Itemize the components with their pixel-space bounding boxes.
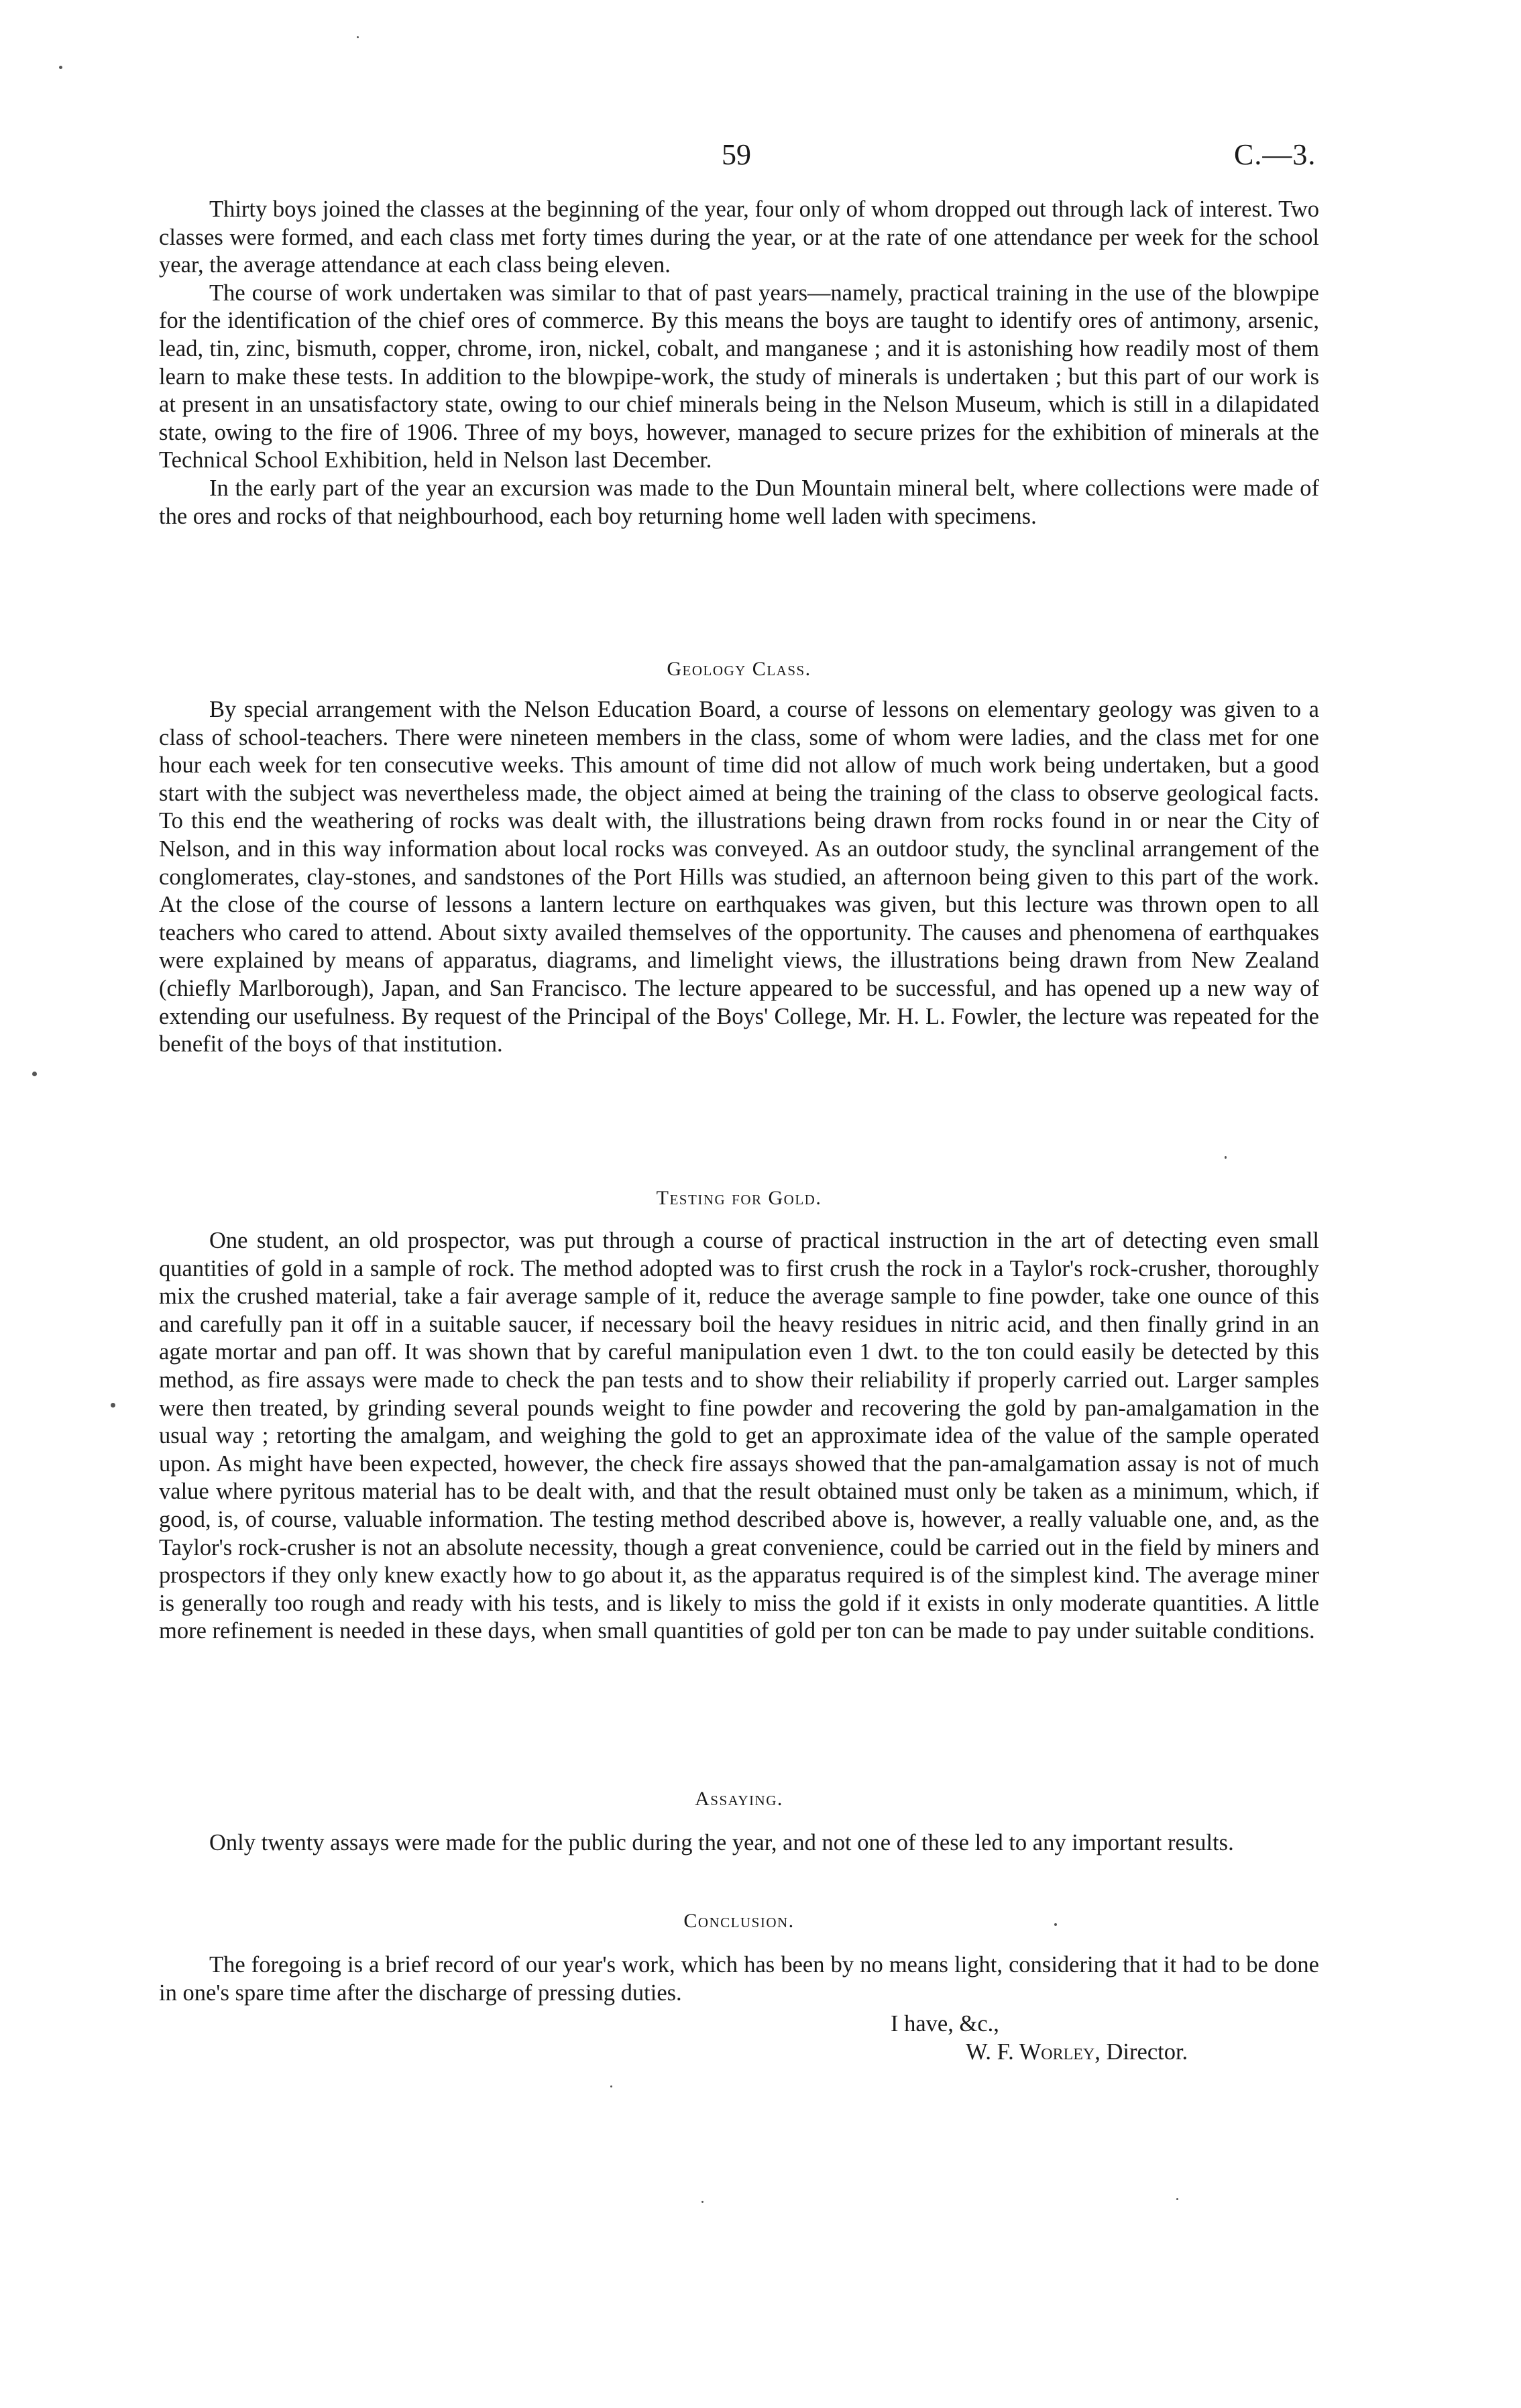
scan-speck [1176, 2198, 1178, 2200]
assaying-section [159, 1786, 1319, 1813]
scan-speck [32, 1072, 37, 1076]
intro-section [159, 196, 1319, 530]
assaying-body [159, 1829, 1319, 1857]
signature-title: Director. [1106, 2039, 1188, 2065]
intro-paragraph-2: The course of work undertaken was similar to that of past years—namely, practical training in the use of the blowpipe for the identification of the chief ores of commerce. By this means the boys are taught to identify ores of antimony, arsenic, lead, tin, zinc, bismuth, copper, chrome, iron, nickel, cobalt, and manganese ; and it is astonishing how readily most of them learn to make these tests. In addition to the blowpipe-work, the study of minerals is undertaken ; but this part of our work is at present in an unsatisfactory state, owing to our chief minerals being in the Nelson Museum, which is still in a dilapidated state, owing to the fire of 1906. Three of my boys, however, managed to secure prizes for the exhibition of minerals at the Technical School Exhibition, held in Nelson last December. [159, 280, 1319, 473]
geology-section [159, 656, 1319, 683]
scan-speck [1225, 1156, 1227, 1159]
geology-heading: Geology Class. [667, 658, 811, 680]
testing-paragraph: One student, an old prospector, was put through a course of practical instruction in the art of detecting even small quantities of gold in a sample of rock. The method adopted was to first crush the rock in a Taylor's rock-crusher, thoroughly mix the crushed material, take a fair average sample of it, reduce the average sample to fine powder, take one ounce of this and carefully pan it off in a suitable saucer, if necessary boil the heavy residues in nitric acid, and then finally grind in an agate mortar and pan off. It was shown that by careful manipulation even 1 dwt. to the ton could easily be detected by this method, as fire assays were made to check the pan tests and to show their reliability if properly carried out. Larger samples were then treated, by grinding several pounds weight to fine powder and recovering the gold by pan-amalgamation in the usual way ; retorting the amalgam, and weighing the gold to get an approximate idea of the value of the sample operated upon. As might have been expected, however, the check fire assays showed that the pan-amalgamation assay is not of much value where pyritous material has to be dealt with, and that the result obtained must only be taken as a minimum, which, if good, is, of course, valuable information. The testing method described above is, however, a really valuable one, and, as the Taylor's rock-crusher is not an absolute necessity, though a great convenience, could be carried out in the field by miners and prospectors if they only knew exactly how to go about it, as the apparatus required is of the simplest kind. The average miner is generally too rough and ready with his tests, and is likely to miss the gold if it exists in only moderate quantities. A little more refinement is needed in these days, when small quantities of gold per ton can be made to pay under suitable conditions. [159, 1228, 1319, 1644]
assaying-paragraph: Only twenty assays were made for the public during the year, and not one of these led to any important results. [209, 1830, 1234, 1855]
conclusion-paragraph: The foregoing is a brief record of our year's work, which has been by no means light, considering that it had to be done in one's spare time after the discharge of pressing duties. [159, 1952, 1319, 2006]
conclusion-section [159, 1908, 1319, 1935]
signature-name: W. F. Worley, [966, 2039, 1101, 2065]
document-reference: C.—3. [1234, 138, 1316, 171]
intro-paragraph-3: In the early part of the year an excursion was made to the Dun Mountain mineral belt, where collections were made of the ores and rocks of that neighbourhood, each boy returning home well laden with specimens. [159, 475, 1319, 529]
scan-speck [111, 1403, 115, 1408]
scan-speck [1054, 1923, 1057, 1926]
conclusion-heading: Conclusion. [683, 1910, 795, 1932]
signature-line [966, 2039, 1188, 2067]
testing-heading: Testing for Gold. [656, 1187, 822, 1209]
intro-paragraph-1: Thirty boys joined the classes at the beginning of the year, four only of whom dropped out through lack of interest. Two classes were formed, and each class met forty times during the year, or at the rate of one attendance per week for the school year, the average attendance at each class being eleven. [159, 196, 1319, 278]
geology-body [159, 696, 1319, 1059]
scan-speck [701, 2201, 703, 2203]
geology-paragraph: By special arrangement with the Nelson Education Board, a course of lessons on elementary geology was given to a class of school-teachers. There were nineteen members in the class, some of whom were ladies, and the class met for one hour each week for ten consecutive weeks. This amount of time did not allow of much work being undertaken, but a good start with the subject was nevertheless made, the object aimed at being the training of the class to observe geological facts. To this end the weathering of rocks was dealt with, the illustrations being drawn from rocks found in or near the City of Nelson, and in this way information about local rocks was conveyed. As an outdoor study, the synclinal arrangement of the conglomerates, clay-stones, and sandstones of the Port Hills was studied, an afternoon being given to this part of the work. At the close of the course of lessons a lantern lecture on earthquakes was given, but this lecture was thrown open to all teachers who cared to attend. About sixty availed themselves of the opportunity. The causes and phenomena of earthquakes were explained by means of apparatus, diagrams, and limelight views, the illustrations being drawn from New Zealand (chiefly Marlborough), Japan, and San Francisco. The lecture appeared to be successful, and has opened up a new way of extending our usefulness. By request of the Principal of the Boys' College, Mr. H. L. Fowler, the lecture was repeated for the benefit of the boys of that institution. [159, 697, 1319, 1057]
signature-closing: I have, &c., [891, 2011, 999, 2037]
conclusion-body [159, 1951, 1319, 2007]
page-number: 59 [722, 138, 751, 171]
assaying-heading: Assaying. [695, 1788, 783, 1810]
scan-speck [610, 2085, 612, 2087]
scan-speck [357, 36, 359, 38]
testing-section [159, 1185, 1319, 1212]
testing-body [159, 1227, 1319, 1646]
scan-speck [59, 66, 62, 69]
